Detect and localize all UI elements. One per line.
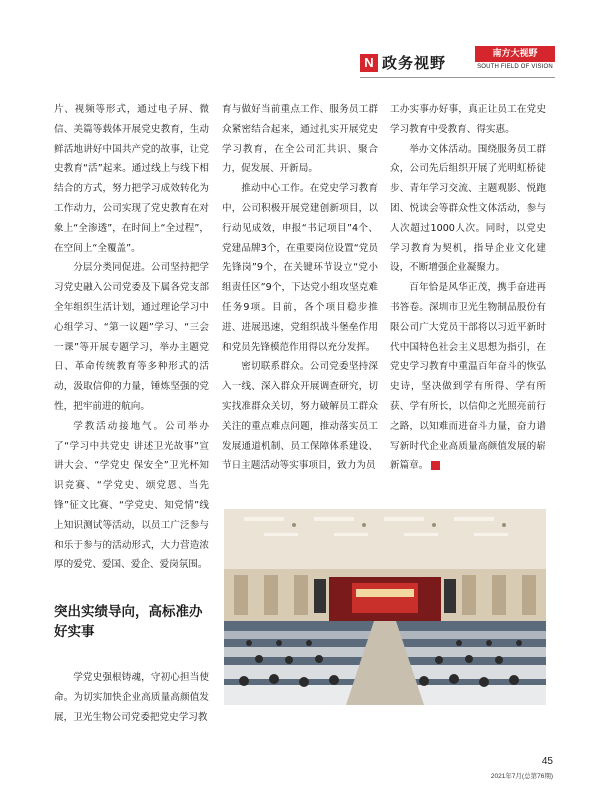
paragraph: 工办实事办好事，真正让员工在党史学习教育中受教育、得实惠。	[390, 104, 546, 135]
page-number: 45	[541, 756, 553, 767]
paragraph: 片、视频等形式，通过电子屏、微信、美篇等载体开展党史教育，生动鲜活地讲好中国共产党的故事，让党史教育“活”起来。通过线上与线下相结合的方式，努力把学习成效转化为工作动力，公司实现了党史教育在对象上“全渗透”，在时间上“全过程”，在空间上“全覆盖”。	[54, 104, 209, 254]
paragraph	[390, 278, 546, 476]
magazine-subtitle: SOUTH FIELD OF VISION	[477, 64, 553, 70]
issue-label: 2021年7月(总第76期)	[490, 773, 553, 780]
paragraph: 举办文体活动。围绕服务员工群众，公司先后组织开展了光明虹桥徒步、青年学习交流、主题观影、悦跑团、悦读会等群众性文体活动，参与人次超过1000人次。同时，以党史学习教育为契机，指导企业文化建设，不断增强企业凝聚力。	[390, 143, 546, 274]
masthead-divider	[360, 77, 555, 78]
paragraph-text: 百年恰是风华正茂，携手奋进再书答卷。深圳市卫光生物制品股份有限公司广大党员干部将以习近平新时代中国特色社会主义思想为指引，在党史学习教育中重温百年奋斗的恢弘史诗，坚决做到学有所得、学有所获、学有所长，以信仰之光照亮前行之路，以知难而进奋斗力量，奋力谱写新时代企业高质量高颜值发展的崭新篇章。	[390, 282, 546, 472]
paragraph: 育与做好当前重点工作、服务员工群众紧密结合起来，通过扎实开展党史学习教育，在全公司汇共识、聚合力，促发展、开新局。	[222, 104, 378, 175]
paragraph: 分层分类同促进。公司坚持把学习党史融入公司党委及下属各党支部全年组织生活计划，通过理论学习中心组学习、“第一议题”学习、“三会一课”等开展专题学习，举办主题党日、革命传统教育等多种形式的活动，汲取信仰的力量，锤炼坚强的党性，把牢前进的航向。	[54, 262, 209, 412]
auditorium-illustration	[224, 509, 546, 705]
paragraph: 学教活动接地气。公司举办了“学习中共党史 讲述卫光故事”宣讲大会、“学党史 保安全”卫光杯知识竞赛、“学党史、颂党恩、当先锋”征文比赛、“学党史、知党情”线上知识测试等活动，以员工广泛参与和乐于参与的活动形式，大力营造浓厚的爱党、爱国、爱企、爱岗氛围。	[54, 420, 209, 571]
paragraph: 推动中心工作。在党史学习教育中，公司积极开展党建创新项目，以行动见成效，申报“书记项目”4个、党建品牌3个，在重要岗位设置“党员先锋岗”9个，在关键环节设立“党小组责任区”9个，下达党小组攻坚克难任务9项。目前，各个项目稳步推进、进展迅速，党组织战斗堡垒作用和党员先锋模范作用得以充分发挥。	[222, 183, 378, 353]
magazine-badge: 南方大视野	[475, 46, 555, 62]
article-column-1-bottom	[54, 668, 209, 727]
article-column-2	[222, 100, 378, 476]
column-title: 政务视野	[382, 54, 447, 72]
paragraph: 学党史强根铸魂，守初心担当使命。为切实加快企业高质量高颜值发展，卫光生物公司党委把党史学习教	[54, 672, 209, 723]
article-column-1	[54, 100, 209, 575]
end-mark-icon: N	[431, 461, 440, 470]
masthead	[360, 46, 555, 80]
section-heading: 突出实绩导向，高标准办好实事	[54, 604, 203, 640]
paragraph: 密切联系群众。公司党委坚持深入一线、深入群众开展调查研究，切实找准群众关切，努力破解员工群众关注的重点难点问题，推动落实员工发展通道机制、员工保障体系建设、节日主题活动等实事项目，致力为员	[222, 361, 378, 472]
magazine-logo-icon: N	[360, 54, 378, 72]
event-photo	[224, 509, 546, 705]
article-column-3	[390, 100, 546, 476]
